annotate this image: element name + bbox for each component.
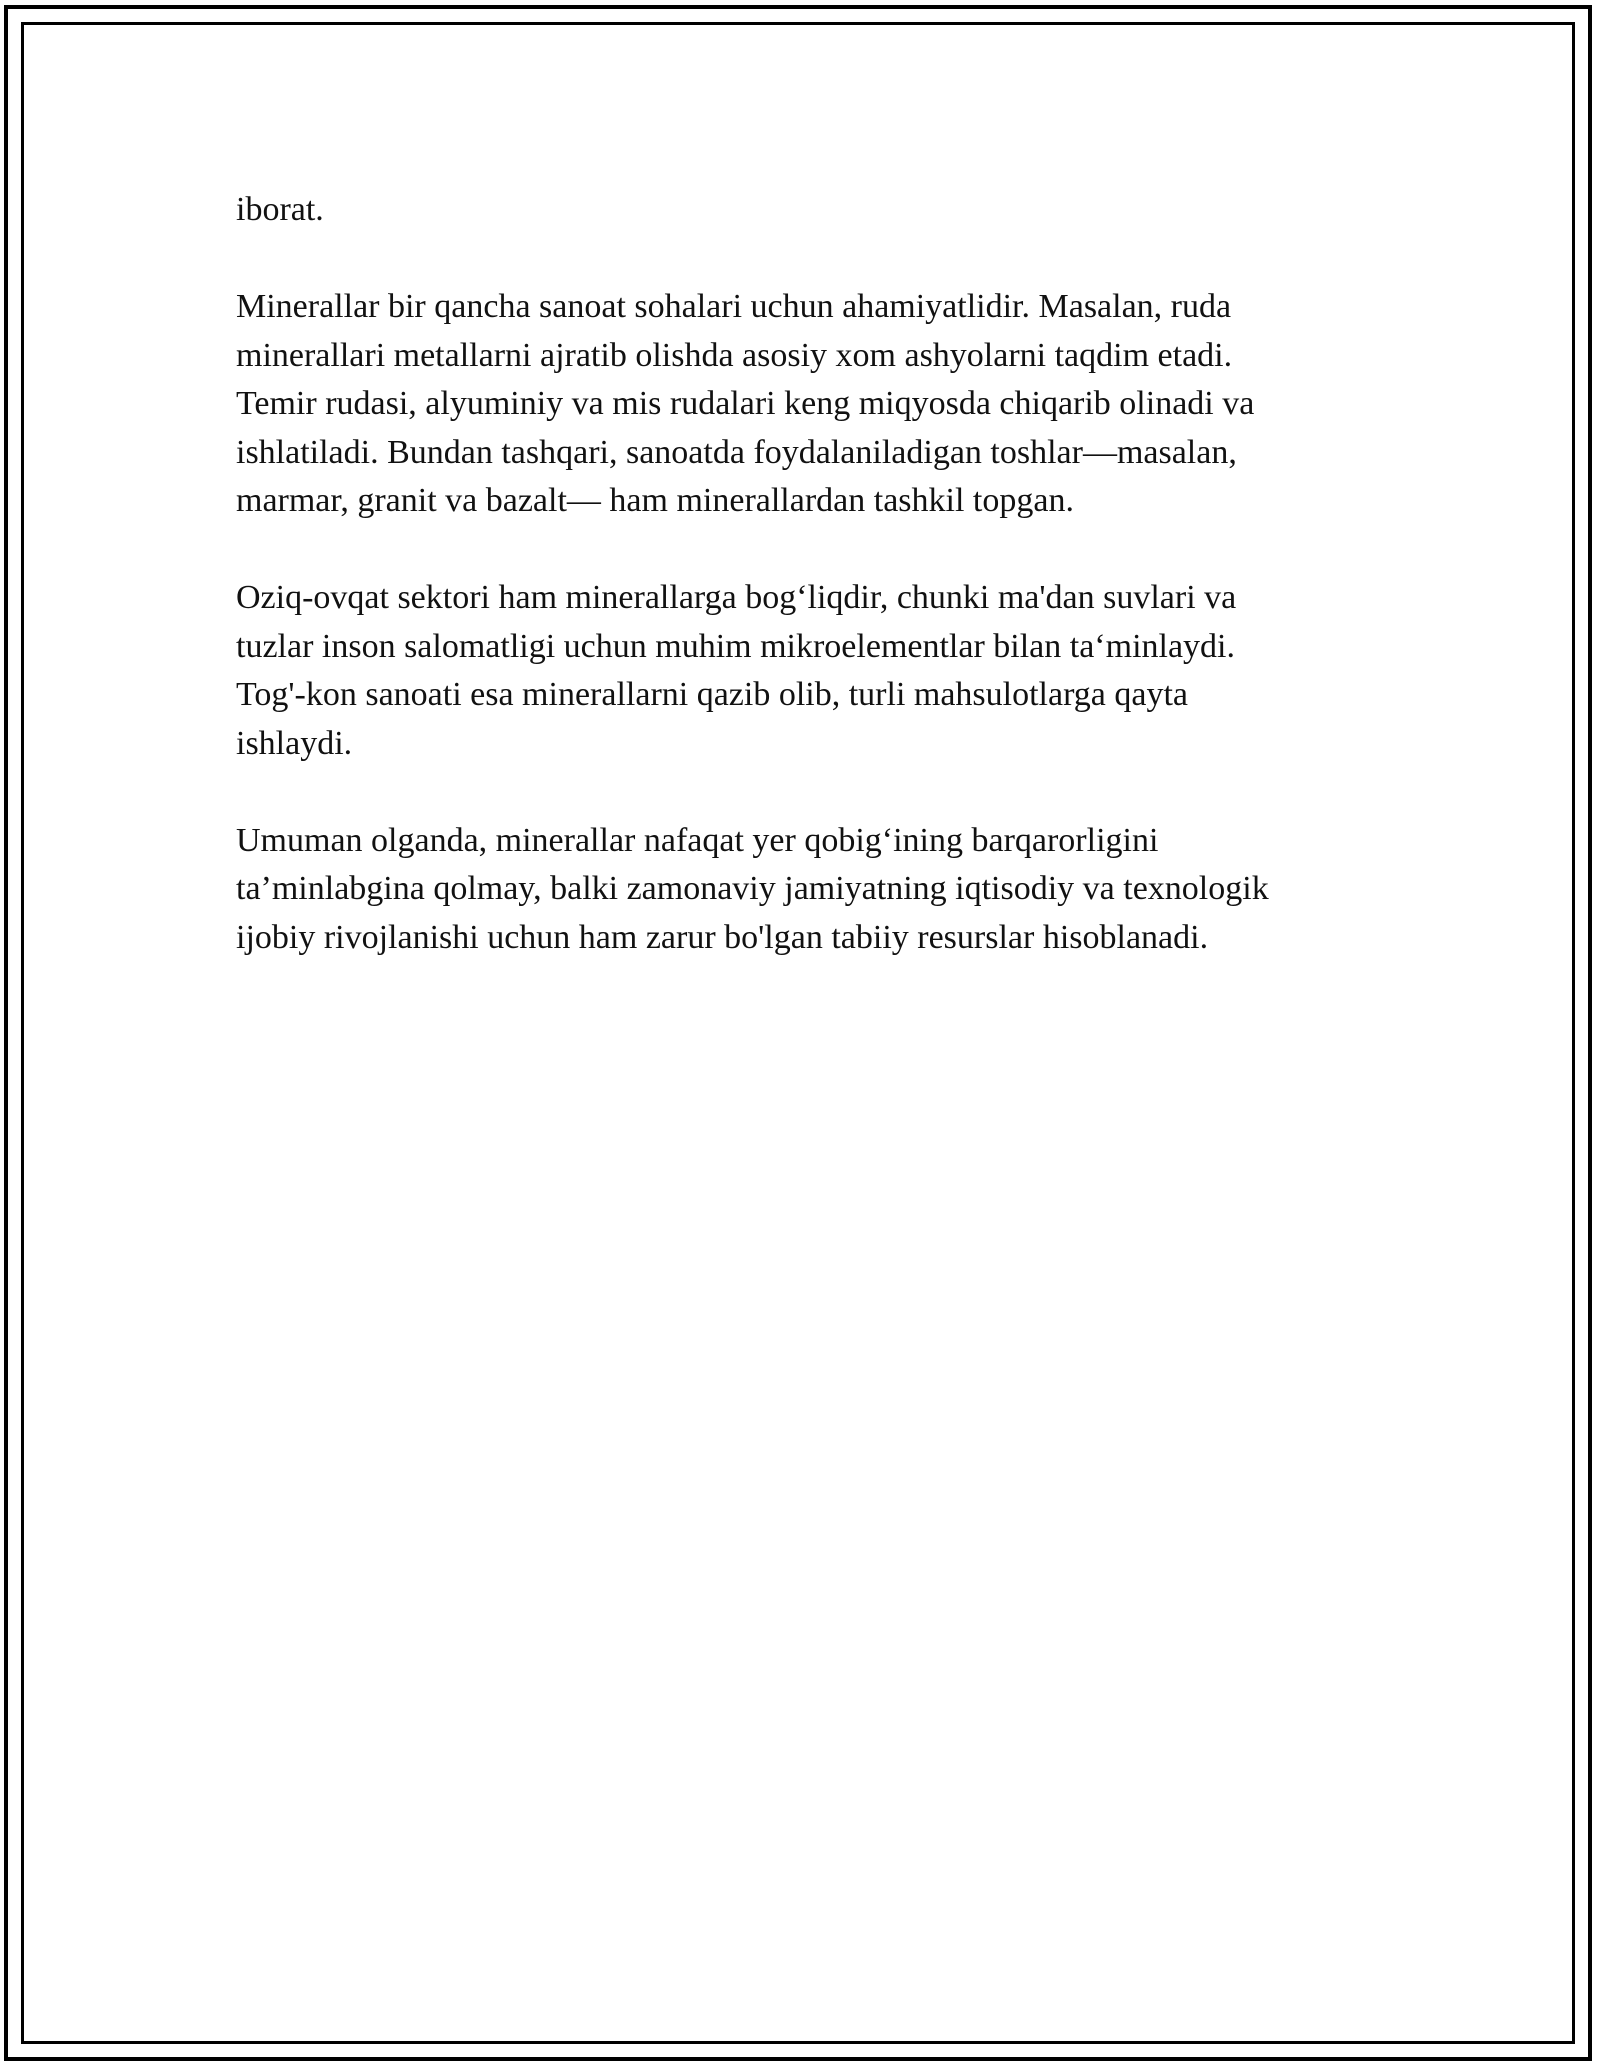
paragraph-1 [236, 186, 1366, 235]
text-line: Minerallar bir qancha sanoat sohalari uchun ahamiyatlidir. Masalan, ruda [236, 288, 1232, 325]
text-line: Umuman olganda, minerallar nafaqat yer qobig‘ining barqarorligini [236, 821, 1159, 859]
text-line: ishlatiladi. Bundan tashqari, sanoatda foydalaniladigan toshlar—masalan, [236, 433, 1237, 471]
text-line: ishlaydi. [236, 724, 353, 762]
text-line: tuzlar inson salomatligi uchun muhim mikroelementlar bilan ta‘minlaydi. [236, 627, 1235, 665]
document-body [236, 186, 1366, 1011]
text-line: Tog'-kon sanoati esa minerallarni qazib olib, turli mahsulotlarga qayta [236, 676, 1189, 713]
paragraph-3 [236, 574, 1366, 768]
text-line: iborat. [236, 191, 324, 228]
text-line: marmar, granit va bazalt— ham minerallardan tashkil topgan. [236, 482, 1074, 519]
text-line: minerallari metallarni ajratib olishda asosiy xom ashyolarni taqdim etadi. [236, 336, 1233, 374]
text-line: Oziq-ovqat sektori ham minerallarga bog‘liqdir, chunki ma'dan suvlari va [236, 579, 1237, 616]
text-line: ta’minlabgina qolmay, balki zamonaviy jamiyatning iqtisodiy va texnologik [236, 870, 1269, 907]
paragraph-2 [236, 283, 1366, 526]
text-line: Temir rudasi, alyuminiy va mis rudalari keng miqyosda chiqarib olinadi va [236, 385, 1255, 422]
paragraph-4 [236, 817, 1366, 963]
text-line: ijobiy rivojlanishi uchun ham zarur bo'lgan tabiiy resurslar hisoblanadi. [236, 918, 1209, 956]
